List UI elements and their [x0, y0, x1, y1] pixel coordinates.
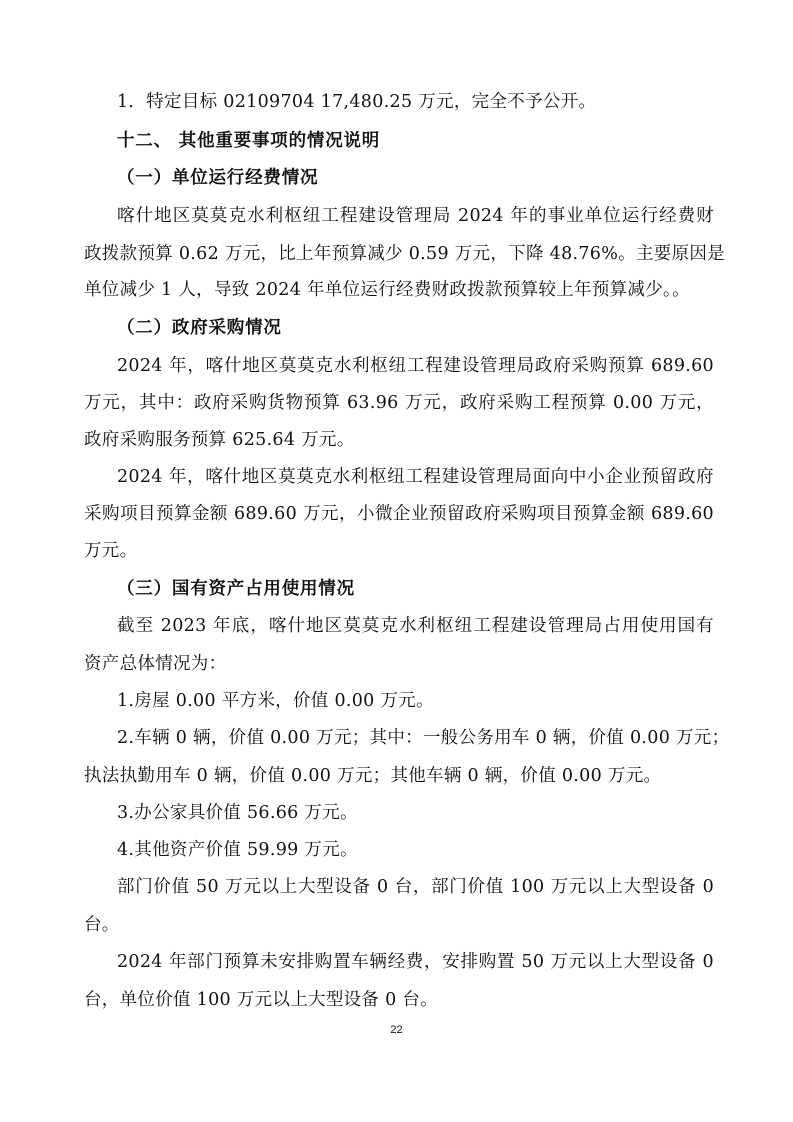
subsection-heading-1: （一）单位运行经费情况	[117, 168, 319, 188]
item-specific-target: 1．特定目标 02109704 17,480.25 万元，完全不予公开。	[117, 92, 597, 112]
section-heading-12: 十二、 其他重要事项的情况说明	[117, 131, 381, 151]
paragraph-line: 执法执勤用车 0 辆，价值 0.00 万元；其他车辆 0 辆，价值 0.00 万元。	[84, 766, 662, 786]
paragraph-line: 2024 年，喀什地区莫莫克水利枢纽工程建设管理局面向中小企业预留政府	[117, 467, 714, 487]
list-item: 3.办公家具价值 56.66 万元。	[117, 803, 358, 823]
paragraph-line: 采购项目预算金额 689.60 万元，小微企业预留政府采购项目预算金额 689.60	[84, 504, 714, 524]
paragraph-line: 2024 年，喀什地区莫莫克水利枢纽工程建设管理局政府采购预算 689.60	[117, 356, 714, 376]
page-number: 22	[390, 1024, 403, 1036]
paragraph-line: 单位减少 1 人，导致 2024 年单位运行经费财政拨款预算较上年预算减少。。	[84, 280, 690, 300]
paragraph-line: 万元，其中：政府采购货物预算 63.96 万元，政府采购工程预算 0.00 万元，	[84, 393, 714, 413]
paragraph-line: 截至 2023 年底，喀什地区莫莫克水利枢纽工程建设管理局占用使用国有	[117, 616, 714, 636]
paragraph-line: 部门价值 50 万元以上大型设备 0 台，部门价值 100 万元以上大型设备 0	[117, 877, 714, 897]
paragraph-line: 资产总体情况为：	[84, 654, 227, 674]
paragraph-line: 台。	[84, 915, 120, 935]
paragraph-line: 万元。	[84, 541, 138, 561]
subsection-heading-2: （二）政府采购情况	[117, 318, 282, 338]
subsection-heading-3: （三）国有资产占用使用情况	[117, 579, 355, 599]
paragraph-line: 政拨款预算 0.62 万元，比上年预算减少 0.59 万元，下降 48.76%。主要原因是	[84, 244, 725, 264]
list-item: 2.车辆 0 辆，价值 0.00 万元；其中：一般公务用车 0 辆，价值 0.00 万元；	[117, 728, 730, 748]
paragraph-line: 2024 年部门预算未安排购置车辆经费，安排购置 50 万元以上大型设备 0	[117, 952, 714, 972]
paragraph-line: 台，单位价值 100 万元以上大型设备 0 台。	[84, 990, 438, 1010]
paragraph-line: 政府采购服务预算 625.64 万元。	[84, 430, 355, 450]
list-item: 4.其他资产价值 59.99 万元。	[117, 840, 358, 860]
list-item: 1.房屋 0.00 平方米，价值 0.00 万元。	[117, 691, 434, 711]
paragraph-line: 喀什地区莫莫克水利枢纽工程建设管理局 2024 年的事业单位运行经费财	[117, 206, 714, 226]
